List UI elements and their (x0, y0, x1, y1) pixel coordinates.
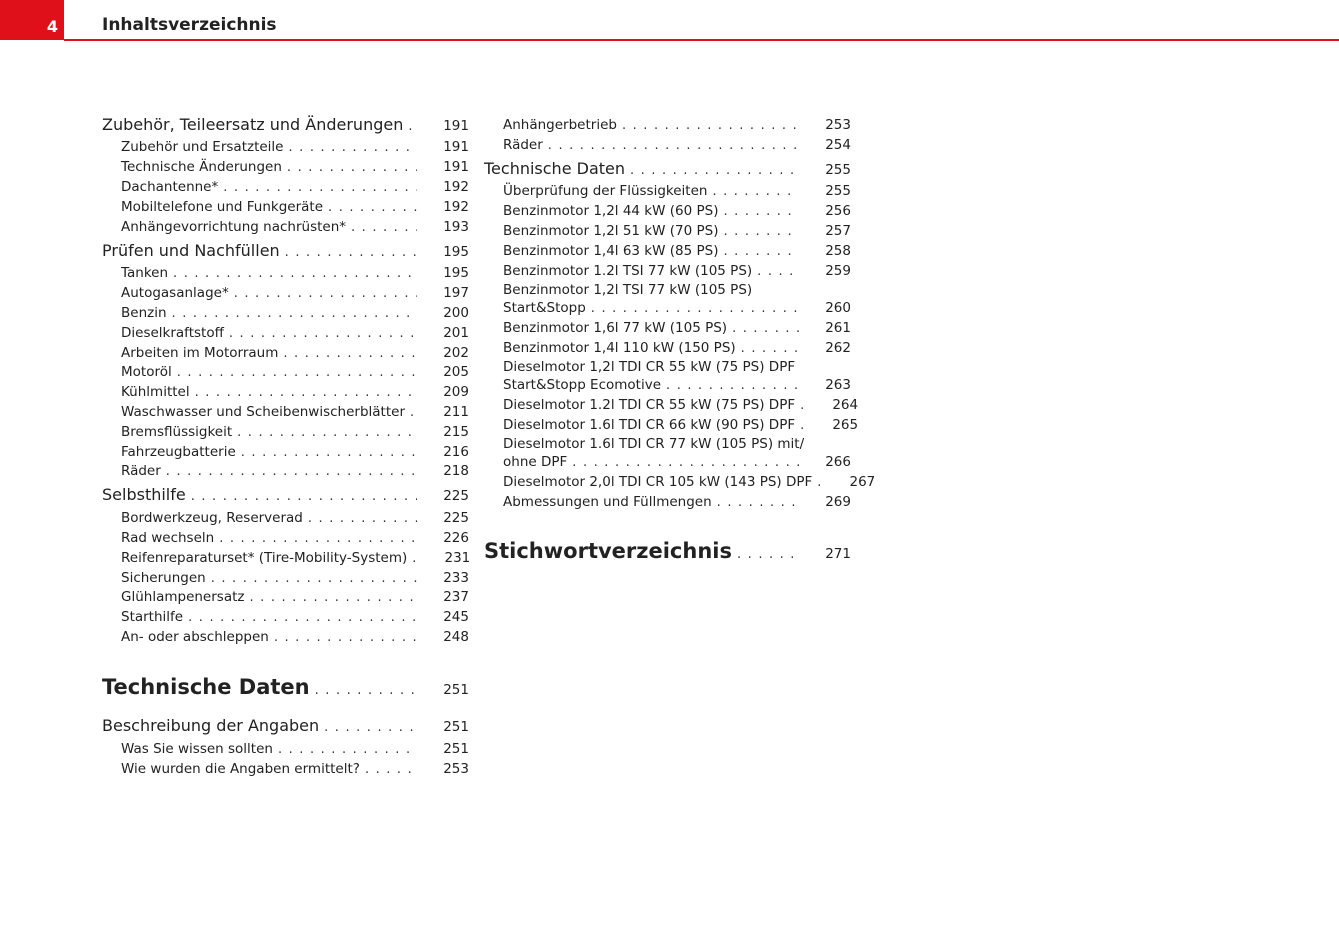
toc-entry-title: Autogasanlage* (121, 285, 229, 301)
toc-entry[interactable] (121, 629, 469, 645)
toc-page-number: 216 (443, 444, 469, 460)
toc-page-number: 226 (443, 530, 469, 546)
toc-entry[interactable] (121, 609, 469, 625)
toc-page-number: 263 (825, 377, 851, 393)
toc-entry-title: Benzinmotor 1,4l 63 kW (85 PS) (503, 243, 719, 259)
toc-entry-title: Motoröl (121, 364, 172, 380)
page-header (0, 0, 1339, 42)
toc-entry-title: Technische Daten (484, 159, 626, 178)
toc-chapter[interactable] (484, 539, 851, 563)
toc-entry-title: Was Sie wissen sollten (121, 741, 273, 757)
toc-page-number: 251 (443, 719, 469, 735)
toc-entry-title: Bordwerkzeug, Reserverad (121, 510, 303, 526)
toc-page-number: 218 (443, 463, 469, 479)
dot-leader (410, 405, 417, 420)
dot-leader (229, 326, 417, 341)
dot-leader (351, 220, 417, 235)
toc-entry-title: Zubehör und Ersatzteile (121, 139, 284, 155)
toc-page-number: 256 (825, 203, 851, 219)
toc-entry-title: Kühlmittel (121, 384, 190, 400)
toc-page-number: 205 (443, 364, 469, 380)
toc-entry[interactable] (121, 589, 469, 605)
toc-entry-title: Benzinmotor 1,2l 44 kW (60 PS) (503, 203, 719, 219)
dot-leader (723, 224, 799, 239)
dot-leader (572, 455, 799, 470)
dot-leader (219, 531, 417, 546)
dot-leader (188, 610, 417, 625)
toc-page-number: 259 (825, 263, 851, 279)
toc-entry-title: Glühlampenersatz (121, 589, 245, 605)
toc-entry-title: Sicherungen (121, 570, 206, 586)
toc-entry-title: Dieselkraftstoff (121, 325, 224, 341)
dot-leader (249, 590, 417, 605)
dot-leader (723, 204, 799, 219)
toc-entry-title: Beschreibung der Angaben (102, 716, 320, 735)
header-rule (64, 39, 1339, 41)
dot-leader (195, 385, 417, 400)
toc-entry[interactable] (121, 139, 469, 155)
toc-entry-title: Räder (503, 137, 543, 153)
toc-entry[interactable] (503, 320, 851, 336)
toc-entry-title: An- oder abschleppen (121, 629, 269, 645)
toc-entry-title: Bremsflüssigkeit (121, 424, 233, 440)
toc-entry[interactable] (121, 384, 469, 400)
dot-leader (274, 630, 417, 645)
toc-entry[interactable] (121, 424, 469, 440)
toc-entry[interactable] (503, 137, 851, 153)
toc-entry-title: Dieselmotor 1.2l TDI CR 55 kW (75 PS) DPF (503, 397, 796, 413)
toc-entry[interactable] (121, 265, 469, 281)
toc-entry-title: Technische Änderungen (121, 159, 282, 175)
dot-leader (723, 244, 799, 259)
toc-entry[interactable] (121, 404, 469, 420)
toc-page-number: 266 (825, 454, 851, 470)
toc-entry-title: Dieselmotor 1,2l TDI CR 55 kW (75 PS) DPF (503, 359, 796, 375)
dot-leader (817, 475, 823, 490)
dot-leader (712, 184, 799, 199)
toc-section[interactable] (102, 241, 469, 260)
toc-page-number: 191 (443, 139, 469, 155)
toc-entry[interactable] (121, 570, 469, 586)
toc-page-number: 225 (443, 488, 469, 504)
toc-page-number: 255 (825, 183, 851, 199)
toc-page-number: 260 (825, 300, 851, 316)
toc-page-number: 251 (443, 682, 469, 698)
toc-entry-title: Arbeiten im Motorraum (121, 345, 279, 361)
toc-entry[interactable] (121, 325, 469, 341)
toc-entry-title: Überprüfung der Flüssigkeiten (503, 183, 708, 199)
toc-entry[interactable] (121, 444, 469, 460)
toc-page-number: 267 (849, 474, 876, 490)
dot-leader (324, 720, 417, 735)
toc-entry[interactable] (121, 285, 469, 301)
toc-entry-title: Dieselmotor 1.6l TDI CR 66 kW (90 PS) DPF (503, 417, 796, 433)
toc-entry-title: Dachantenne* (121, 179, 219, 195)
dot-leader (328, 200, 417, 215)
page-number: 4 (0, 0, 64, 40)
toc-page-number: 254 (825, 137, 851, 153)
toc-entry[interactable] (121, 219, 469, 235)
toc-page-number: 257 (825, 223, 851, 239)
toc-entry-title: Abmessungen und Füllmengen (503, 494, 712, 510)
toc-entry-title: Benzinmotor 1,2l 51 kW (70 PS) (503, 223, 719, 239)
toc-page-number: 191 (443, 118, 469, 134)
dot-leader (211, 571, 417, 586)
toc-entry[interactable] (503, 243, 851, 259)
toc-entry[interactable] (121, 510, 469, 526)
toc-entry-title: Zubehör, Teileersatz und Änderungen (102, 115, 404, 134)
dot-leader (365, 762, 417, 777)
dot-leader (732, 321, 799, 336)
dot-leader (630, 163, 799, 178)
toc-entry[interactable] (121, 530, 469, 546)
toc-entry[interactable] (503, 203, 851, 219)
toc-page-number: 195 (443, 265, 469, 281)
toc-entry[interactable] (121, 179, 469, 195)
toc-entry-title-cont: Start&Stopp (503, 300, 586, 316)
toc-entry[interactable] (121, 741, 469, 757)
toc-entry-title: Dieselmotor 1.6l TDI CR 77 kW (105 PS) mit/ (503, 436, 805, 452)
toc-entry[interactable] (503, 417, 859, 433)
toc-entry-title: Wie wurden die Angaben ermittelt? (121, 761, 360, 777)
toc-entry[interactable] (503, 223, 851, 239)
toc-page-number: 253 (443, 761, 469, 777)
toc-entry[interactable] (503, 494, 851, 510)
toc-entry-title: Mobiltelefone und Funkgeräte (121, 199, 324, 215)
dot-leader (234, 286, 417, 301)
toc-entry[interactable] (121, 305, 469, 321)
page-title: Inhaltsverzeichnis (102, 15, 277, 35)
toc-entry-title: Benzinmotor 1.2l TSI 77 kW (105 PS) (503, 263, 753, 279)
toc-chapter[interactable] (102, 675, 469, 699)
dot-leader (191, 489, 417, 504)
toc-entry-title: Rad wechseln (121, 530, 215, 546)
dot-leader (622, 118, 799, 133)
toc-page-number: 202 (443, 345, 469, 361)
toc-page-number: 225 (443, 510, 469, 526)
dot-leader (223, 180, 417, 195)
toc-entry[interactable] (121, 199, 469, 215)
dot-leader (757, 264, 799, 279)
toc-entry[interactable] (121, 761, 469, 777)
dot-leader (717, 495, 799, 510)
toc-page-number: 258 (825, 243, 851, 259)
toc-page-number: 269 (825, 494, 851, 510)
toc-entry-title-cont: ohne DPF (503, 454, 568, 470)
dot-leader (591, 301, 799, 316)
dot-leader (666, 378, 799, 393)
toc-page-number: 211 (443, 404, 469, 420)
toc-entry[interactable] (121, 159, 469, 175)
toc-page-number: 271 (825, 546, 851, 562)
toc-page-number: 231 (444, 550, 471, 566)
dot-leader (166, 464, 417, 479)
toc-entry-title: Starthilfe (121, 609, 184, 625)
toc-entry[interactable] (503, 340, 851, 356)
toc-page-number: 237 (443, 589, 469, 605)
dot-leader (287, 160, 417, 175)
toc-entry-title-cont: Start&Stopp Ecomotive (503, 377, 662, 393)
toc-entry[interactable] (503, 183, 851, 199)
toc-page-number: 262 (825, 340, 851, 356)
toc-page-number: 200 (443, 305, 469, 321)
dot-leader (737, 547, 799, 562)
dot-leader (800, 398, 806, 413)
toc-entry[interactable] (503, 397, 859, 413)
toc-entry[interactable] (503, 474, 876, 490)
toc-entry[interactable] (503, 436, 851, 470)
dot-leader (288, 140, 417, 155)
toc-entry-title: Benzinmotor 1,4l 110 kW (150 PS) (503, 340, 736, 356)
toc-page-number: 209 (443, 384, 469, 400)
dot-leader (412, 551, 418, 566)
toc-entry-title: Reifenreparaturset* (Tire-Mobility-System) (121, 550, 408, 566)
dot-leader (548, 138, 799, 153)
toc-page-number: 265 (832, 417, 859, 433)
toc-entry-title: Waschwasser und Scheibenwischerblätter (121, 404, 406, 420)
toc-entry-title: Prüfen und Nachfüllen (102, 241, 280, 260)
toc-entry-title: Benzinmotor 1,2l TSI 77 kW (105 PS) (503, 282, 753, 298)
toc-page-number: 193 (443, 219, 469, 235)
toc-page-number: 215 (443, 424, 469, 440)
toc-entry[interactable] (121, 364, 469, 380)
dot-leader (172, 306, 417, 321)
toc-entry[interactable] (121, 345, 469, 361)
toc-page-number: 195 (443, 244, 469, 260)
toc-entry[interactable] (121, 463, 469, 479)
toc-entry-title: Stichwortverzeichnis (484, 539, 732, 563)
dot-leader (177, 365, 417, 380)
toc-entry-title: Räder (121, 463, 161, 479)
dot-leader (315, 683, 417, 698)
toc-section[interactable] (102, 115, 469, 134)
toc-entry-title: Anhängerbetrieb (503, 117, 617, 133)
toc-page-number: 261 (825, 320, 851, 336)
toc-page-number: 255 (825, 162, 851, 178)
toc-entry-title: Benzin (121, 305, 167, 321)
dot-leader (800, 418, 806, 433)
toc-entry[interactable] (503, 263, 851, 279)
toc-page-number: 253 (825, 117, 851, 133)
dot-leader (278, 742, 417, 757)
toc-page-number: 192 (443, 179, 469, 195)
dot-leader (237, 425, 417, 440)
toc-page-number: 233 (443, 570, 469, 586)
toc-entry[interactable] (503, 359, 851, 393)
toc-page-number: 248 (443, 629, 469, 645)
toc-page-number: 264 (832, 397, 859, 413)
toc-entry-title: Selbsthilfe (102, 485, 186, 504)
dot-leader (241, 445, 417, 460)
toc-section[interactable] (102, 485, 469, 504)
toc-page-number: 192 (443, 199, 469, 215)
toc-entry-title: Benzinmotor 1,6l 77 kW (105 PS) (503, 320, 728, 336)
toc-page-number: 251 (443, 741, 469, 757)
toc-entry-title: Dieselmotor 2,0l TDI CR 105 kW (143 PS) DPF (503, 474, 813, 490)
toc-entry[interactable] (503, 117, 851, 133)
toc-entry-title: Tanken (121, 265, 169, 281)
dot-leader (741, 341, 799, 356)
toc-entry[interactable] (121, 550, 469, 566)
toc-page-number: 201 (443, 325, 469, 341)
toc-entry-title: Technische Daten (102, 675, 310, 699)
toc-section[interactable] (484, 159, 851, 178)
toc-entry[interactable] (503, 282, 851, 316)
toc-entry-title: Anhängevorrichtung nachrüsten* (121, 219, 347, 235)
toc-page-number: 245 (443, 609, 469, 625)
dot-leader (285, 245, 417, 260)
dot-leader (308, 511, 417, 526)
toc-entry-title: Fahrzeugbatterie (121, 444, 236, 460)
dot-leader (283, 346, 417, 361)
dot-leader (173, 266, 417, 281)
toc-section[interactable] (102, 716, 469, 735)
toc-page-number: 197 (443, 285, 469, 301)
toc-page-number: 191 (443, 159, 469, 175)
dot-leader (408, 119, 417, 134)
